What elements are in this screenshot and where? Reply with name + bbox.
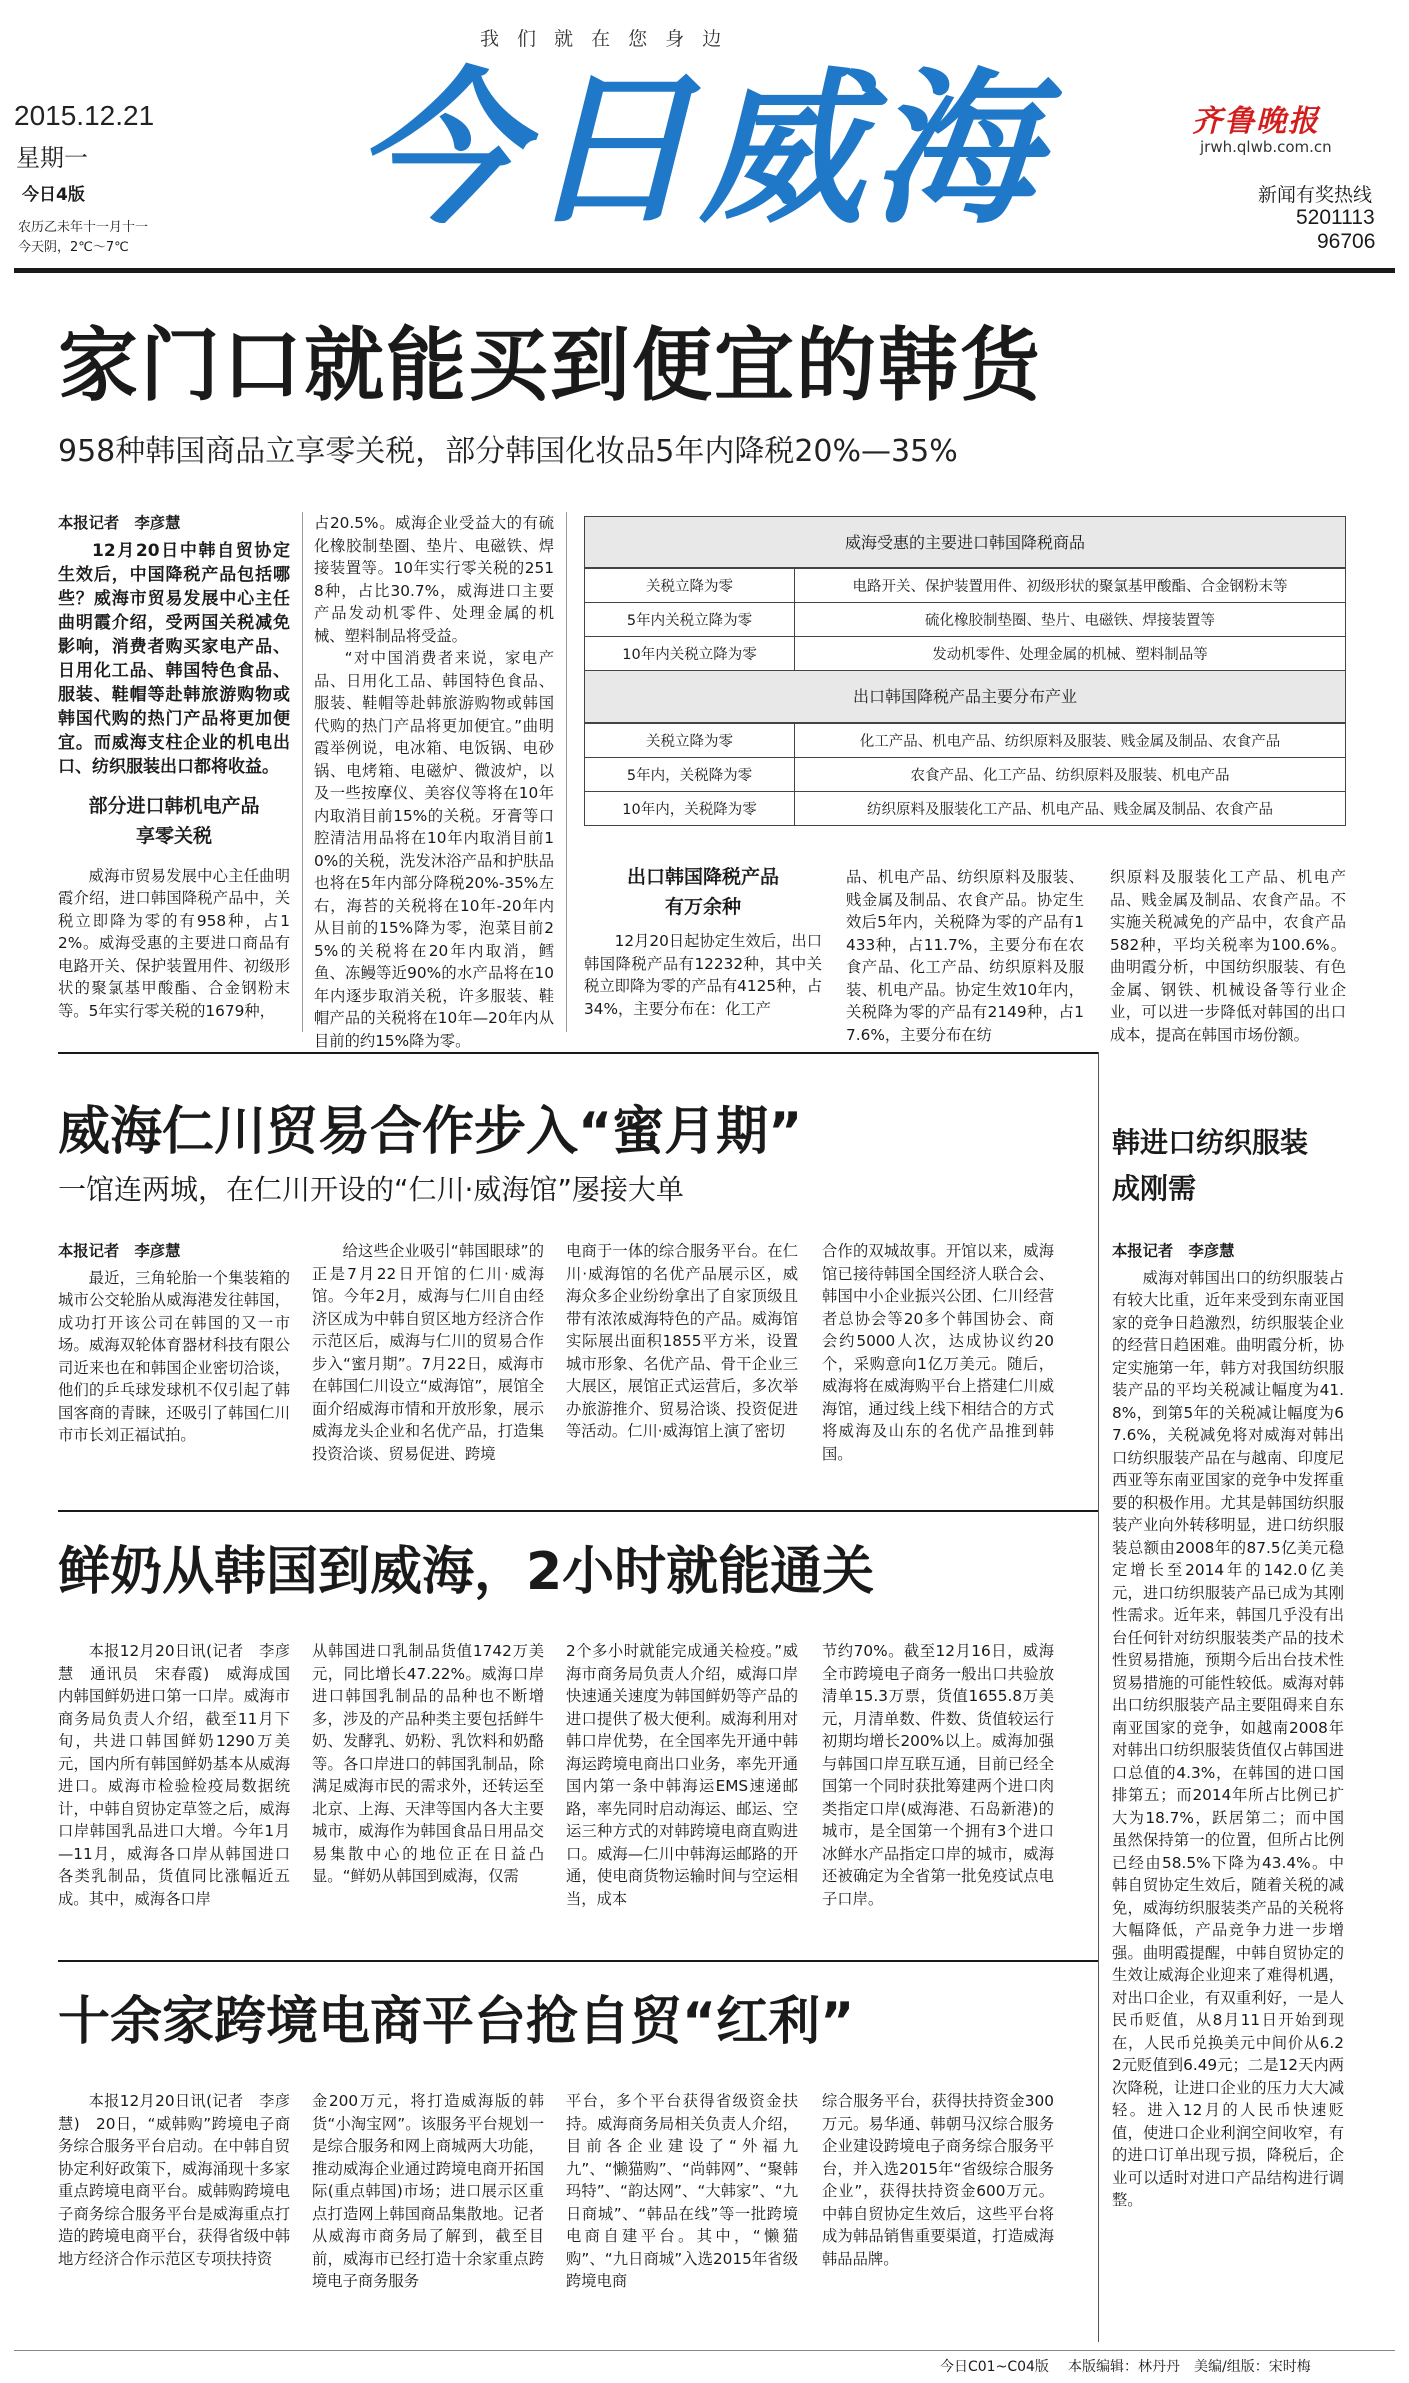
a1-col1-body: 威海市贸易发展中心主任曲明霞介绍，进口韩国降税产品中，关税立即降为零的有958种，占12%。威海受惠的主要进口商品有电路开关、保护装置用件、初级形状的聚氯基甲酸酯、合金钢粉末等。5年实行零关税的1679种， xyxy=(58,866,290,1020)
a2-col4-body: 合作的双城故事。开馆以来，威海馆已接待韩国全国经济人联合会、韩国中小企业振兴公团、仁川经营者总协会等20多个韩国协会、商会约5000人次，达成协议约20个，采购意向1亿万美元。随后，威海将在威海购平台上搭建仁川威海馆，通过线上线下相结合的方式将威海及山东的名优产品推到韩国。 xyxy=(822,1242,1054,1463)
a4-col2-body: 金200万元，将打造威海版的韩货“小淘宝网”。该服务平台规划一是综合服务和网上商城两大功能，推动威海企业通过跨境电商开拓国际(重点韩国)市场；进口展示区重点打造网上韩国商品集散地。记者从威海市商务局了解到，截至目前，威海市已经打造十余家重点跨境电子商务服务 xyxy=(312,2092,544,2290)
tariff-table xyxy=(584,516,1346,826)
a1-sub2: 出口韩国降税产品有万余种 xyxy=(626,866,779,918)
a1-col4-body: 品、机电产品、纺织原料及服装、贱金属及制品、农食产品。协定生效后5年内，关税降为零的产品有1433种，占11.7%，主要分布在农食产品、化工产品、纺织原料及服装、机电产品。协定生效10年内，关税降为零的产品有2149种，占17.6%，主要分布在纺 xyxy=(846,868,1084,1044)
sidebar-vrule xyxy=(1098,1052,1099,2342)
table-cell: 10年内，关税降为零 xyxy=(585,792,795,826)
table-row xyxy=(585,569,1346,603)
a2-byline: 本报记者 李彦慧 xyxy=(58,1242,181,1260)
a4-column-4 xyxy=(822,2090,1054,2330)
a1-byline: 本报记者 李彦慧 xyxy=(58,514,181,532)
a1-column-3 xyxy=(584,862,822,1032)
table-row xyxy=(585,603,1346,637)
side-byline: 本报记者 李彦慧 xyxy=(1112,1242,1235,1260)
a2-column-1 xyxy=(58,1240,290,1500)
table-cell: 纺织原料及服装化工产品、机电产品、贱金属及制品、农食产品 xyxy=(795,792,1346,826)
table-row xyxy=(585,758,1346,792)
footer-pages: 今日C01~C04版 xyxy=(940,2359,1049,2375)
table-imports xyxy=(584,568,1346,671)
a3-col1-body: 本报12月20日讯(记者 李彦慧 通讯员 宋春霞) 威海成国内韩国鲜奶进口第一口岸。威海市商务局负责人介绍，截至11月下旬，共进口韩国鲜奶1290万美元，国内所有韩国鲜奶基本从威海进口。威海市检验检疫局数据统计，中韩自贸协定草签之后，威海口岸韩国乳品进口大增。今年1月—11月，威海各口岸从韩国进口各类乳制品，货值同比涨幅近五成。其中，威海各口岸 xyxy=(58,1642,290,1908)
footer-rule xyxy=(14,2350,1395,2351)
side-body: 威海对韩国出口的纺织服装占有较大比重，近年来受到东南亚国家的竞争日趋激烈，纺织服装企业的经营日趋困难。曲明霞分析，协定实施第一年，韩方对我国纺织服装产品的平均关税减让幅度为41.8%，到第5年的关税减让幅度为67.6%，关税减免将对威海对韩出口纺织服装产品在与越南、印度尼西亚等东南亚国家的竞争中发挥重要的积极作用。尤其是韩国纺织服装产业向外转移明显，进口纺织服装总额由2008年的87.5亿美元稳定增长至2014年的142.0亿美元，进口纺织服装产品已成为其刚性需求。近年来，韩国几乎没有出台任何针对纺织服装类产品的技术性贸易措施，预期今后出台技术性贸易措施的可能性较低。威海对韩出口纺织服装产品主要阻碍来自东南亚国家的竞争，如越南2008年对韩出口纺织服装货值仅占韩国进口总值的4.3%，在韩国的进口国排第五；而2014年所占比例已扩大为18.7%，跃居第二；而中国虽然保持第一的位置，但所占比例已经由58.5%下降为43.4%。中韩自贸协定生效后，随着关税的减免，威海纺织服装类产品的关税将大幅降低，产品竞争力进一步增强。曲明霞提醒，中韩自贸协定的生效让威海企业迎来了难得机遇，对出口企业，有双重利好，一是人民币贬值，从8月11日开始到现在，人民币兑换美元中间价从6.22元贬值到6.49元；二是12天内两次降税，让进口企业的压力大大减轻。进入12月的人民币快速贬值，使进口企业利润空间收窄，有的进口订单出现亏损，降税后，企业可以适时对进口产品结构进行调整。 xyxy=(1112,1268,1344,2209)
a2-column-2 xyxy=(312,1240,544,1500)
a4-column-2 xyxy=(312,2090,544,2330)
section-rule-3 xyxy=(58,1960,1098,1962)
a4-column-3 xyxy=(566,2090,798,2330)
a1-col2-b: “对中国消费者来说，家电产品、日用化工品、韩国特色食品、服装、鞋帽等赴韩旅游购物或韩国代购的热门产品将更加便宜。”曲明霞举例说，电冰箱、电饭锅、电砂锅、电烤箱、电磁炉、微波炉，以及一些按摩仪、美容仪等将在10年内取消目前15%的关税。牙膏等口腔清洁用品将在10年内取消目前10%的关税，洗发沐浴产品和护肤品也将在5年内部分降税20%-35%左右，海苔的关税将在10年-20年内从目前的15%降为零，泡菜目前25%的关税将在20年内取消，鳕鱼、冻鳗等近90%的水产品将在10年内逐步取消关税，许多服装、鞋帽产品的关税将在10年—20年内从目前的约15%降为零。 xyxy=(314,649,554,1050)
issue-date: 2015.12.21 xyxy=(14,100,155,131)
a4-headline: 十余家跨境电商平台抢自贸“红利” xyxy=(58,1992,855,2052)
a3-column-4 xyxy=(822,1640,1054,1940)
table-cell: 硫化橡胶制垫圈、垫片、电磁铁、焊接装置等 xyxy=(795,603,1346,637)
masthead-title: 今日威海 xyxy=(355,54,1043,247)
side-headline: 韩进口纺织服装成刚需 xyxy=(1112,1126,1309,1205)
table-cell: 发动机零件、处理金属的机械、塑料制品等 xyxy=(795,637,1346,671)
a4-col4-body: 综合服务平台，获得扶持资金300万元。易华通、韩朝马汉综合服务企业建设跨境电子商务综合服务平台，并入选2015年“省级综合服务企业”，获得扶持资金600万元。中韩自贸协定生效后，这些平台将成为韩品销售重要渠道，打造威海韩品品牌。 xyxy=(822,2092,1054,2268)
table-cell: 5年内，关税降为零 xyxy=(585,758,795,792)
a3-column-1 xyxy=(58,1640,290,1940)
a3-col4-body: 节约70%。截至12月16日，威海全市跨境电子商务一般出口共验放清单15.3万票，货值1655.8万美元，月清单数、件数、货值较运行初期均增长200%以上。威海加强与韩国口岸互联互通，目前已经全国第一个同时获批筹建两个进口肉类指定口岸(威海港、石岛新港)的城市，是全国第一个拥有3个进口冰鲜水产品指定口岸的城市，威海还被确定为全省第一批免疫试点电子口岸。 xyxy=(822,1642,1054,1908)
table-cell: 化工产品、机电产品、纺织原料及服装、贱金属及制品、农食产品 xyxy=(795,724,1346,758)
page-count: 今日4版 xyxy=(22,185,85,205)
table-row xyxy=(585,637,1346,671)
a4-column-1 xyxy=(58,2090,290,2330)
table-cell: 10年内关税立降为零 xyxy=(585,637,795,671)
a2-headline: 威海仁川贸易合作步入“蜜月期” xyxy=(58,1102,803,1162)
table-cell: 电路开关、保护装置用件、初级形状的聚氯基甲酸酯、合金钢粉末等 xyxy=(795,569,1346,603)
a1-sub1: 部分进口韩机电产品享零关税 xyxy=(88,794,260,847)
a2-column-4 xyxy=(822,1240,1054,1500)
hotline-label: 新闻有奖热线 xyxy=(1258,184,1373,206)
a1-headline: 家门口就能买到便宜的韩货 xyxy=(58,319,1042,412)
table-cell: 5年内关税立降为零 xyxy=(585,603,795,637)
a3-col3-body: 2个多小时就能完成通关检疫。”威海市商务局负责人介绍，威海口岸快速通关速度为韩国鲜奶等产品的进口提供了极大便利。威海利用对韩口岸优势，在全国率先开通中韩海运跨境电商出口业务，率先开通国内第一条中韩海运EMS速递邮路，率先同时启动海运、邮运、空运三种方式的对韩跨境电商直购进口。威海—仁川中韩海运邮路的开通，使电商货物运输时间与空运相当，成本 xyxy=(566,1642,798,1908)
a2-col3-body: 电商于一体的综合服务平台。在仁川·威海馆的名优产品展示区，威海众多企业纷纷拿出了自家顶级且带有浓浓威海特色的产品。威海馆实际展出面积1855平方米，设置城市形象、名优产品、骨干企业三大展区，展馆正式运营后，多次举办旅游推介、贸易洽谈、投资促进等活动。仁川·威海馆上演了密切 xyxy=(566,1242,798,1440)
table-cell: 农食产品、化工产品、纺织原料及服装、机电产品 xyxy=(795,758,1346,792)
table-title-1: 威海受惠的主要进口韩国降税商品 xyxy=(584,516,1346,568)
a2-col2-body: 给这些企业吸引“韩国眼球”的正是7月22日开馆的仁川·威海馆。今年2月，威海与仁川自由经济区成为中韩自贸区地方经济合作示范区后，威海与仁川的贸易合作步入“蜜月期”。7月22日，威海市在韩国仁川设立“威海馆”，展馆全面介绍威海市情和开放形象，展示威海龙头企业和名优产品，打造集投资洽谈、贸易促进、跨境 xyxy=(312,1242,544,1463)
hotline-number-1: 5201113 xyxy=(1296,206,1375,229)
masthead-slogan: 我 们 就 在 您 身 边 xyxy=(480,28,728,50)
a1-column-2 xyxy=(314,512,554,1050)
hotline-number-2: 96706 xyxy=(1317,230,1376,253)
weather: 今天阴，2℃～7℃ xyxy=(18,240,129,255)
table-cell: 关税立降为零 xyxy=(585,724,795,758)
a1-lead: 12月20日中韩自贸协定生效后，中国降税产品包括哪些？威海市贸易发展中心主任曲明霞介绍，受两国关税减免影响，消费者购买家电产品、日用化工品、韩国特色食品、服装、鞋帽等赴韩旅游购物或韩国代购的热门产品将更加便宜。而威海支柱企业的机电出口、纺织服装出口都将收益。 xyxy=(58,540,290,777)
table-title-2: 出口韩国降税产品主要分布产业 xyxy=(584,671,1346,723)
footer-editor: 本版编辑：林丹丹 美编/组版：宋时梅 xyxy=(1068,2359,1311,2375)
masthead-rule xyxy=(14,268,1395,273)
a2-column-3 xyxy=(566,1240,798,1500)
a4-col3-body: 平台，多个平台获得省级资金扶持。威海商务局相关负责人介绍，目前各企业建设了“外福九九”、“懒猫购”、“尚韩网”、“聚韩玛特”、“韵达网”、“大韩家”、“九日商城”、“韩品在线”等一批跨境电商自建平台。其中，“懒猫购”、“九日商城”入选2015年省级跨境电商 xyxy=(566,2092,798,2290)
a2-col1-body: 最近，三角轮胎一个集装箱的城市公交轮胎从威海港发往韩国，成功打开该公司在韩国的又一市场。威海双轮体育器材科技有限公司近来也在和韩国企业密切洽谈，他们的乒乓球发球机不仅引起了韩国客商的青睐，还吸引了韩国仁川市市长刘正福试拍。 xyxy=(58,1268,290,1444)
section-rule-2 xyxy=(58,1510,1098,1512)
a1-col3-body: 12月20日起协定生效后，出口韩国降税产品有12232种，其中关税立即降为零的产品有4125种，占34%，主要分布在：化工产 xyxy=(584,932,822,1018)
a1-col2-a: 占20.5%。威海企业受益大的有硫化橡胶制垫圈、垫片、电磁铁、焊接装置等。10年实行零关税的2518种，占比30.7%，威海进口主要产品发动机零件、处理金属的机械、塑料制品将受益。 xyxy=(314,514,554,645)
a1-column-4 xyxy=(846,866,1084,1044)
table-row xyxy=(585,792,1346,826)
table-row xyxy=(585,724,1346,758)
issue-weekday: 星期一 xyxy=(16,144,88,172)
a1-col5-body: 织原料及服装化工产品、机电产品、贱金属及制品、农食产品。不实施关税减免的产品中，农食产品582种，平均关税率为100.6%。曲明霞分析，中国纺织服装、有色金属、钢铁、机械设备等行业企业，可以进一步降低对韩国的出口成本，提高在韩国市场份额。 xyxy=(1110,868,1346,1044)
table-exports xyxy=(584,723,1346,826)
a1-column-5 xyxy=(1110,866,1346,1044)
section-rule-1 xyxy=(58,1052,1098,1054)
a2-subhead: 一馆连两城，在仁川开设的“仁川·威海馆”屡接大单 xyxy=(58,1173,684,1206)
a4-col1-body: 本报12月20日讯(记者 李彦慧) 20日，“威韩购”跨境电子商务综合服务平台启动。在中韩自贸协定利好政策下，威海涌现十多家重点跨境电商平台。威韩购跨境电子商务综合服务平台是威海重点打造的跨境电商平台，获得省级中韩地方经济合作示范区专项扶持资 xyxy=(58,2092,290,2268)
a3-column-3 xyxy=(566,1640,798,1940)
a1-vrule-2 xyxy=(566,512,567,1032)
a3-column-2 xyxy=(312,1640,544,1940)
brand-logo: 齐鲁晚报 xyxy=(1192,104,1320,139)
a3-col2-body: 从韩国进口乳制品货值1742万美元，同比增长47.22%。威海口岸进口韩国乳制品的品种也不断增多，涉及的产品种类主要包括鲜牛奶、发酵乳、奶粉、乳饮料和奶酪等。各口岸进口的韩国乳制品，除满足威海市民的需求外，还转运至北京、上海、天津等国内各大主要城市，威海作为韩国食品日用品交易集散中心的地位正在日益凸显。“鲜奶从韩国到威海，仅需 xyxy=(312,1642,544,1885)
a1-subhead: 958种韩国商品立享零关税，部分韩国化妆品5年内降税20%—35% xyxy=(58,434,958,469)
lunar-date: 农历乙未年十一月十一 xyxy=(18,220,149,235)
a3-headline: 鲜奶从韩国到威海，2小时就能通关 xyxy=(58,1542,875,1602)
side-column xyxy=(1112,1240,1344,2332)
table-cell: 关税立降为零 xyxy=(585,569,795,603)
a1-column-1 xyxy=(58,512,290,1032)
a1-vrule-1 xyxy=(302,512,303,1032)
brand-website: jrwh.qlwb.com.cn xyxy=(1200,138,1332,156)
